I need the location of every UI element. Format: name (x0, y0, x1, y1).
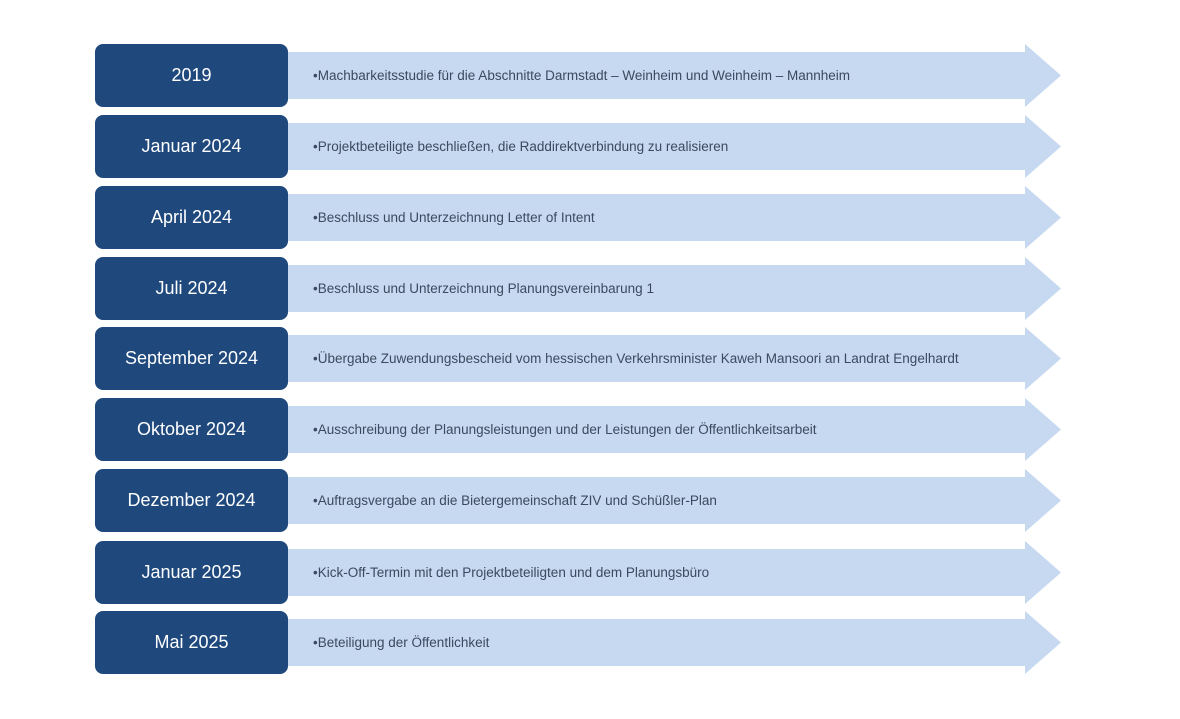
timeline-description: •Beteiligung der Öffentlichkeit (313, 635, 490, 650)
timeline-row (95, 257, 1065, 320)
timeline-date: April 2024 (95, 186, 288, 249)
timeline-description: •Auftragsvergabe an die Bietergemeinschaft ZIV und Schüßler-Plan (313, 493, 717, 508)
timeline-description: •Projektbeteiligte beschließen, die Raddirektverbindung zu realisieren (313, 139, 729, 154)
timeline-description: •Kick-Off-Termin mit den Projektbeteiligten und dem Planungsbüro (313, 565, 710, 580)
timeline-description: •Übergabe Zuwendungsbescheid vom hessischen Verkehrsminister Kaweh Mansoori an Landrat Engelhardt (313, 351, 959, 366)
timeline-description: •Ausschreibung der Planungsleistungen und der Leistungen der Öffentlichkeitsarbeit (313, 422, 817, 437)
timeline-description: •Machbarkeitsstudie für die Abschnitte Darmstadt – Weinheim und Weinheim – Mannheim (313, 68, 850, 83)
timeline-date: Dezember 2024 (95, 469, 288, 532)
timeline-row (95, 44, 1065, 107)
timeline-row (95, 611, 1065, 674)
timeline-description: •Beschluss und Unterzeichnung Letter of Intent (313, 210, 595, 225)
timeline-date: September 2024 (95, 327, 288, 390)
timeline-row (95, 469, 1065, 532)
timeline-date: 2019 (95, 44, 288, 107)
timeline-row (95, 186, 1065, 249)
timeline-row (95, 541, 1065, 604)
timeline-date: Januar 2024 (95, 115, 288, 178)
timeline-row (95, 398, 1065, 461)
timeline-date: Juli 2024 (95, 257, 288, 320)
timeline-date: Mai 2025 (95, 611, 288, 674)
timeline-row (95, 327, 1065, 390)
timeline-row (95, 115, 1065, 178)
timeline-date: Januar 2025 (95, 541, 288, 604)
timeline-date: Oktober 2024 (95, 398, 288, 461)
timeline-description: •Beschluss und Unterzeichnung Planungsvereinbarung 1 (313, 281, 654, 296)
